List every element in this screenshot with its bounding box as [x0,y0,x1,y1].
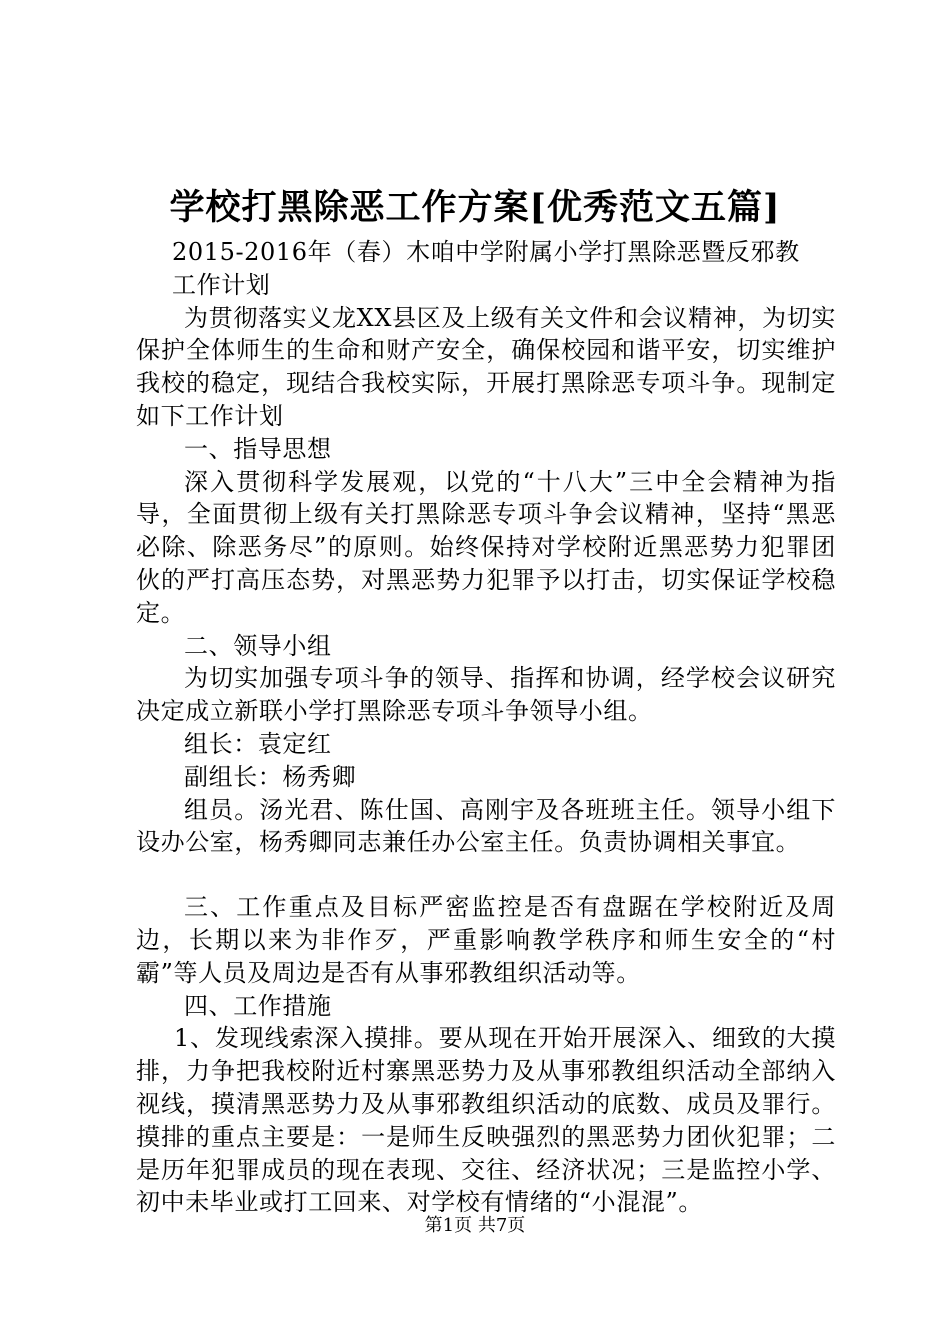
paragraph-gap [136,859,836,891]
group-leader-line: 组长：袁定红 [184,729,332,758]
guiding-ideology-paragraph: 深入贯彻科学发展观，以党的“十八大”三中全会精神为指导，全面贯彻上级有关打黑除恶专项斗争会议精神，坚持“黑恶必除、除恶务尽”的原则。始终保持对学校附近黑恶势力犯罪团伙的严打高压态势，对黑恶势力犯罪予以打击，切实保证学校稳定。 [136,467,836,627]
work-measures-paragraph: 1、发现线索深入摸排。要从现在开始开展深入、细致的大摸排，力争把我校附近村寨黑恶势力及从事邪教组织活动全部纳入视线，摸清黑恶势力及从事邪教组织活动的底数、成员及罪行。摸排的重点主要是：一是师生反映强烈的黑恶势力团伙犯罪；二是历年犯罪成员的现在表现、交往、经济状况；三是监控小学、初中未毕业或打工回来、对学校有情绪的“小混混”。 [136,1024,836,1217]
work-focus-paragraph: 三、工作重点及目标严密监控是否有盘踞在学校附近及周边，长期以来为非作歹，严重影响教学秩序和师生安全的“村霸”等人员及周边是否有从事邪教组织活动等。 [136,893,836,987]
section-heading-leadership-group: 二、领导小组 [184,631,332,660]
document-body [136,236,836,1219]
document-title: 学校打黑除恶工作方案[优秀范文五篇] [169,187,781,228]
page-footer: 第1页 共7页 [424,1215,526,1236]
section-heading-guiding-ideology: 一、指导思想 [184,434,332,463]
deputy-leader-line: 副组长：杨秀卿 [184,762,357,791]
subtitle-line-2: 工作计划 [172,270,271,299]
members-paragraph: 组员。汤光君、陈仕国、高刚宇及各班班主任。领导小组下设办公室，杨秀卿同志兼任办公室主任。负责协调相关事宜。 [136,795,836,857]
section-heading-work-measures: 四、工作措施 [184,991,332,1020]
intro-paragraph: 为贯彻落实义龙XX县区及上级有关文件和会议精神，为切实保护全体师生的生命和财产安全，确保校园和谐平安，切实维护我校的稳定，现结合我校实际，开展打黑除恶专项斗争。现制定如下工作计划 [136,303,836,430]
leadership-group-paragraph: 为切实加强专项斗争的领导、指挥和协调，经学校会议研究决定成立新联小学打黑除恶专项斗争领导小组。 [136,664,836,726]
subtitle-line-1: 2015-2016年（春）木咱中学附属小学打黑除恶暨反邪教 [172,238,800,266]
